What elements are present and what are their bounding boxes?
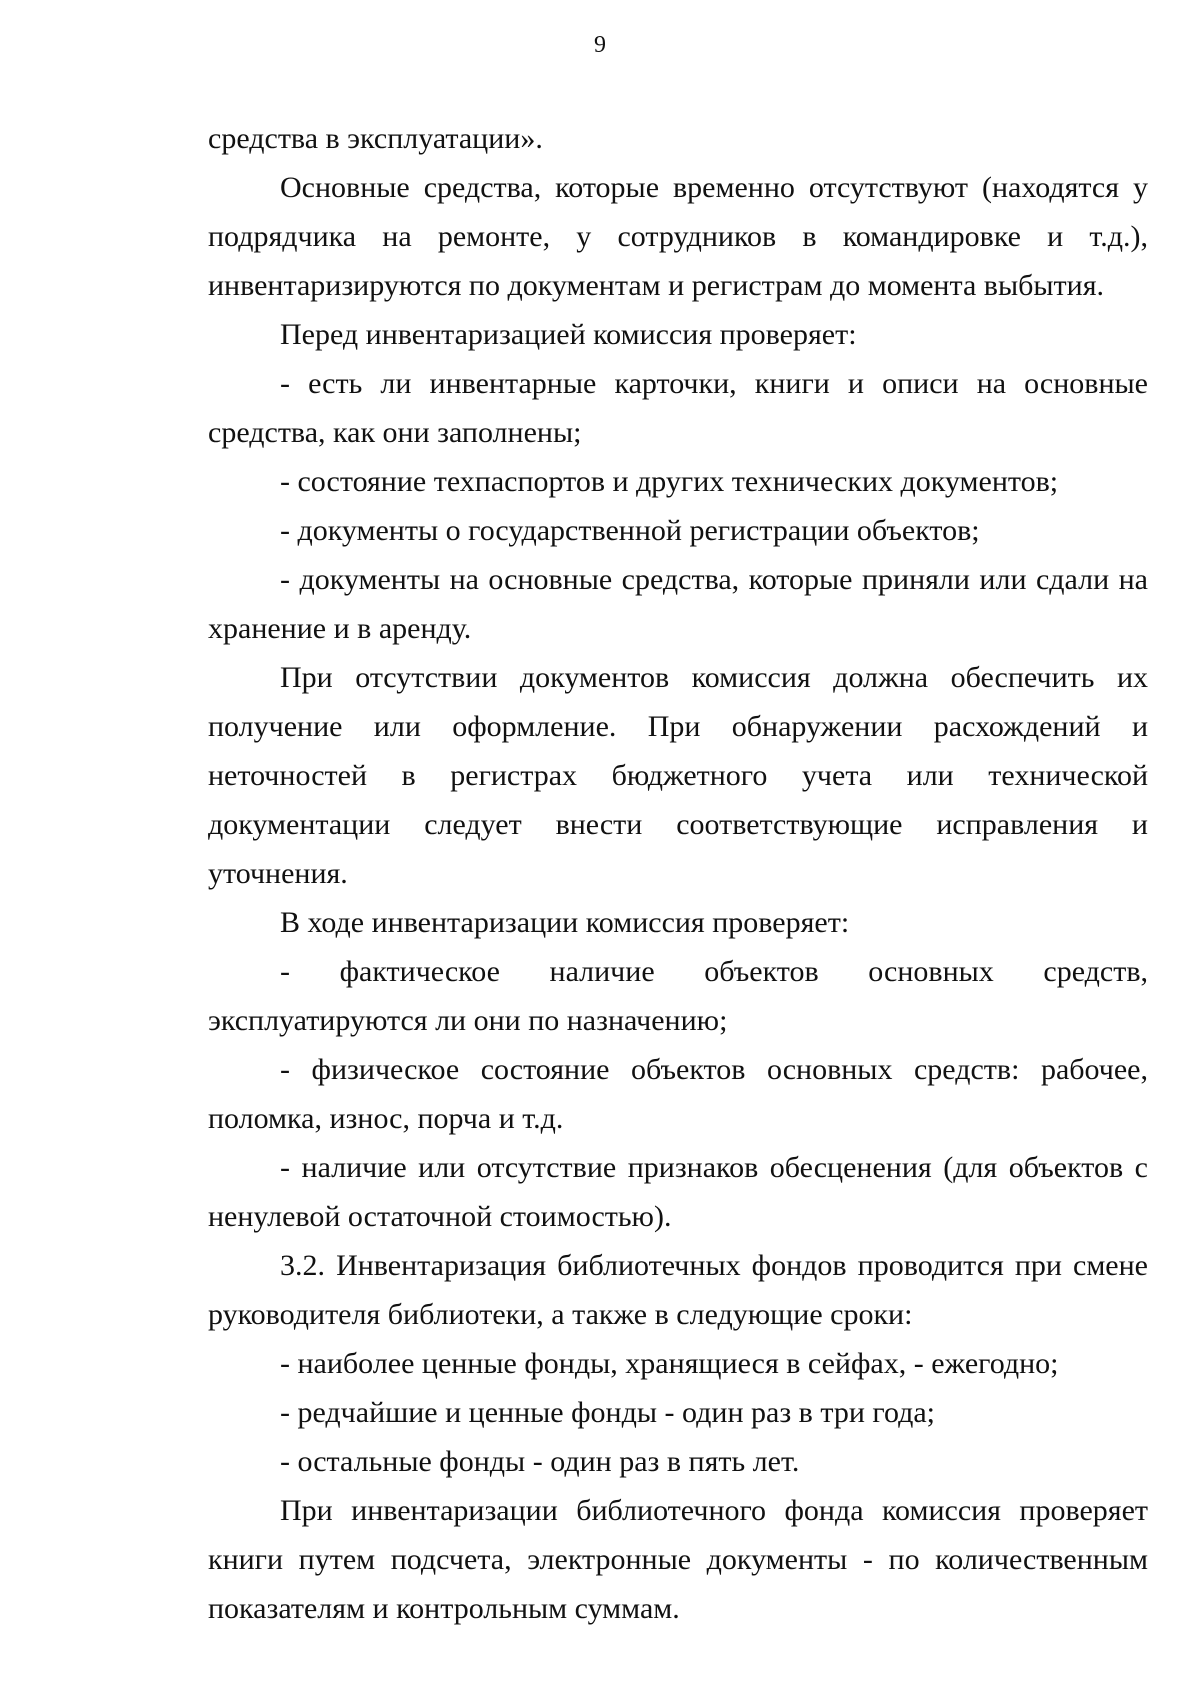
list-item: - редчайшие и ценные фонды - один раз в три года; [280, 1396, 935, 1429]
paragraph: При отсутствии документов комиссия должна обеспечить их получение или оформление. При обнаружении расхождений и неточностей в регистрах бюджетного учета или технической документации следует внести соответствующие исправления и уточнения. [208, 661, 1148, 890]
list-item: - физическое состояние объектов основных средств: рабочее, поломка, износ, порча и т.д. [208, 1053, 1148, 1135]
list-item: - состояние техпаспортов и других технических документов; [280, 465, 1059, 498]
body-text [208, 114, 1148, 1633]
paragraph: При инвентаризации библиотечного фонда комиссия проверяет книги путем подсчета, электронные документы - по количественным показателям и контрольным суммам. [208, 1494, 1148, 1625]
section-paragraph: 3.2. Инвентаризация библиотечных фондов проводится при смене руководителя библиотеки, а также в следующие сроки: [208, 1249, 1148, 1331]
list-item: - фактическое наличие объектов основных средств, эксплуатируются ли они по назначению; [208, 955, 1148, 1037]
list-item: - остальные фонды - один раз в пять лет. [280, 1445, 800, 1478]
list-item: - документы о государственной регистрации объектов; [280, 514, 980, 547]
list-item: - документы на основные средства, которые приняли или сдали на хранение и в аренду. [208, 563, 1148, 645]
list-item: - есть ли инвентарные карточки, книги и описи на основные средства, как они заполнены; [208, 367, 1148, 449]
paragraph: В ходе инвентаризации комиссия проверяет: [280, 906, 850, 939]
paragraph: Основные средства, которые временно отсутствуют (находятся у подрядчика на ремонте, у сотрудников в командировке и т.д.), инвентаризируются по документам и регистрам до момента выбытия. [208, 171, 1148, 302]
page-number: 9 [594, 32, 606, 58]
list-item: - наиболее ценные фонды, хранящиеся в сейфах, - ежегодно; [280, 1347, 1059, 1380]
paragraph: Перед инвентаризацией комиссия проверяет: [280, 318, 857, 351]
paragraph: средства в эксплуатации». [208, 122, 543, 155]
list-item: - наличие или отсутствие признаков обесценения (для объектов с ненулевой остаточной стоимостью). [208, 1151, 1148, 1233]
